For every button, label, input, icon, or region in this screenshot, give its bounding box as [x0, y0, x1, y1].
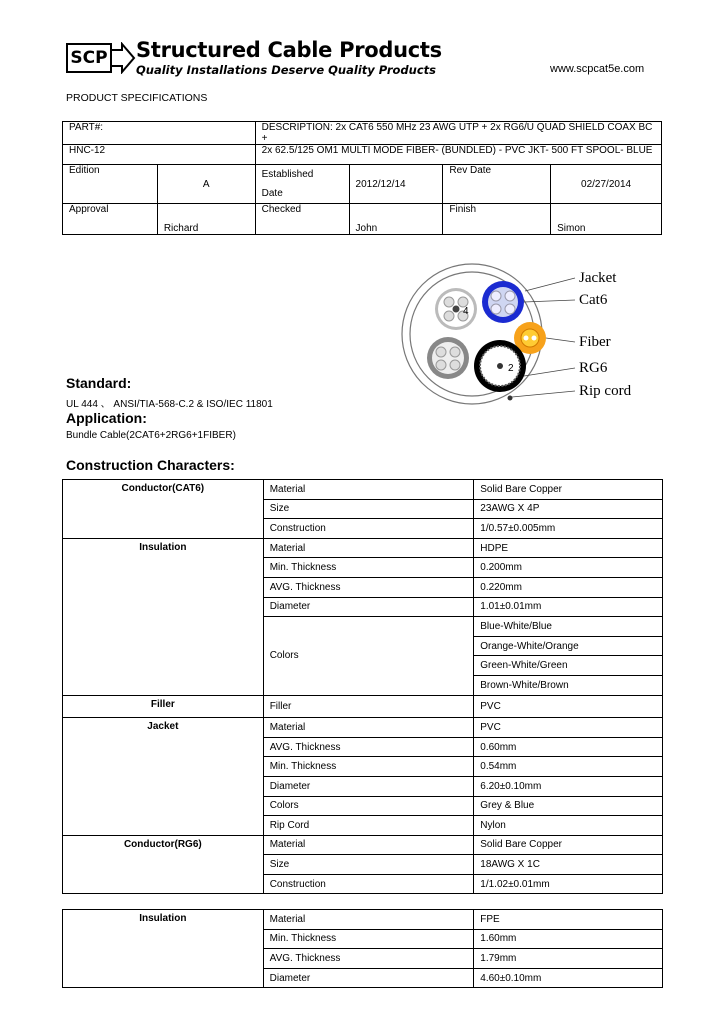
- property-name: Size: [263, 499, 474, 519]
- table-row: [63, 480, 663, 500]
- property-name: Material: [263, 718, 474, 738]
- property-name: Diameter: [263, 968, 474, 988]
- finish-label: Finish: [443, 204, 551, 235]
- property-name: Colors: [263, 617, 474, 695]
- property-name: AVG. Thickness: [263, 949, 474, 969]
- document-title: PRODUCT SPECIFICATIONS: [66, 92, 208, 104]
- approval-label: Approval: [63, 204, 158, 235]
- part-value: HNC-12: [63, 145, 256, 165]
- website-link[interactable]: www.scpcat5e.com: [550, 63, 645, 75]
- description-line-2: 2x 62.5/125 OM1 MULTI MODE FIBER- (BUNDLED) - PVC JKT- 500 FT SPOOL- BLUE: [255, 145, 661, 165]
- property-name: Construction: [263, 874, 474, 894]
- property-name: Construction: [263, 519, 474, 539]
- property-value: PVC: [474, 695, 663, 718]
- approval-value: Richard: [157, 204, 255, 235]
- property-value: 0.200mm: [474, 558, 663, 578]
- property-name: Min. Thickness: [263, 558, 474, 578]
- label-fiber: Fiber: [579, 334, 611, 350]
- part-label: PART#:: [63, 122, 256, 145]
- property-value: FPE: [474, 910, 663, 930]
- property-value: HDPE: [474, 538, 663, 558]
- property-name: AVG. Thickness: [263, 577, 474, 597]
- table-row: [63, 538, 663, 558]
- category-insulation: Insulation: [63, 538, 264, 695]
- property-value: Green-White/Green: [474, 656, 663, 676]
- logo-text: SCP: [70, 48, 108, 68]
- application-text: Bundle Cable(2CAT6+2RG6+1FIBER): [66, 430, 236, 441]
- property-name: Material: [263, 835, 474, 855]
- rg6: [474, 340, 526, 392]
- category-conductor-rg6: Conductor(RG6): [63, 835, 264, 894]
- property-value: Solid Bare Copper: [474, 480, 663, 500]
- property-name: Colors: [263, 796, 474, 816]
- property-value: 1/0.57±0.005mm: [474, 519, 663, 539]
- cable-number-4: 4: [463, 306, 469, 317]
- tagline: Quality Installations Deserve Quality Products: [136, 63, 436, 77]
- construction-heading: Construction Characters:: [66, 457, 235, 473]
- property-value: 0.54mm: [474, 757, 663, 777]
- property-value: Nylon: [474, 816, 663, 836]
- category-conductor-cat6: Conductor(CAT6): [63, 480, 264, 539]
- property-value: 6.20±0.10mm: [474, 776, 663, 796]
- property-name: Material: [263, 538, 474, 558]
- edition-value: A: [157, 165, 255, 204]
- property-value: 1/1.02±0.01mm: [474, 874, 663, 894]
- property-value: 18AWG X 1C: [474, 855, 663, 875]
- company-name: Structured Cable Products: [136, 38, 442, 62]
- table-row: [63, 910, 663, 930]
- checked-label: Checked: [255, 204, 349, 235]
- property-value: 4.60±0.10mm: [474, 968, 663, 988]
- application-heading: Application:: [66, 410, 147, 426]
- property-name: Material: [263, 910, 474, 930]
- property-name: Min. Thickness: [263, 929, 474, 949]
- property-value: Brown-White/Brown: [474, 675, 663, 695]
- label-rg6: RG6: [579, 360, 608, 376]
- cable-number-2: 2: [508, 363, 514, 374]
- property-name: AVG. Thickness: [263, 737, 474, 757]
- edition-label: Edition: [63, 165, 158, 204]
- construction-table: [62, 479, 663, 894]
- table-row: [63, 695, 663, 718]
- property-value: 0.220mm: [474, 577, 663, 597]
- established-label: Established Date: [255, 165, 349, 204]
- property-value: 1.60mm: [474, 929, 663, 949]
- logo-arrow-icon: [110, 42, 136, 74]
- property-value: Orange-White/Orange: [474, 636, 663, 656]
- property-name: Diameter: [263, 776, 474, 796]
- property-value: Grey & Blue: [474, 796, 663, 816]
- property-name: Diameter: [263, 597, 474, 617]
- standard-heading: Standard:: [66, 375, 132, 391]
- product-info-table: [62, 121, 662, 235]
- rev-date-value: 02/27/2014: [551, 165, 662, 204]
- property-value: 0.60mm: [474, 737, 663, 757]
- property-value: 1.01±0.01mm: [474, 597, 663, 617]
- property-value: Solid Bare Copper: [474, 835, 663, 855]
- checked-value: John: [349, 204, 443, 235]
- property-name: Rip Cord: [263, 816, 474, 836]
- label-rip-cord: Rip cord: [579, 383, 632, 399]
- description-line-1: DESCRIPTION: 2x CAT6 550 MHz 23 AWG UTP + 2x RG6/U QUAD SHIELD COAX BC +: [255, 122, 661, 145]
- cat6-blue: [482, 281, 524, 323]
- category-jacket: Jacket: [63, 718, 264, 836]
- cat6-grey-bottom: [427, 337, 469, 379]
- property-name: Material: [263, 480, 474, 500]
- cat6-grey-top: [435, 288, 477, 330]
- finish-value: Simon: [551, 204, 662, 235]
- established-value: 2012/12/14: [349, 165, 443, 204]
- property-value: 23AWG X 4P: [474, 499, 663, 519]
- property-name: Size: [263, 855, 474, 875]
- property-name: Filler: [263, 695, 474, 718]
- construction-table-rg6-insulation: [62, 909, 663, 988]
- rip-cord-dot: [508, 396, 513, 401]
- table-row: [63, 718, 663, 738]
- label-jacket: Jacket: [579, 270, 617, 286]
- rev-date-label: Rev Date: [443, 165, 551, 204]
- property-value: 1.79mm: [474, 949, 663, 969]
- label-cat6: Cat6: [579, 292, 608, 308]
- category-filler: Filler: [63, 695, 264, 718]
- category-insulation-rg6: Insulation: [63, 910, 264, 988]
- property-name: Min. Thickness: [263, 757, 474, 777]
- property-value: PVC: [474, 718, 663, 738]
- logo: [66, 43, 112, 73]
- table-row: [63, 835, 663, 855]
- property-value: Blue-White/Blue: [474, 617, 663, 637]
- standard-text: UL 444 、 ANSI/TIA-568-C.2 & ISO/IEC 11801: [66, 399, 273, 410]
